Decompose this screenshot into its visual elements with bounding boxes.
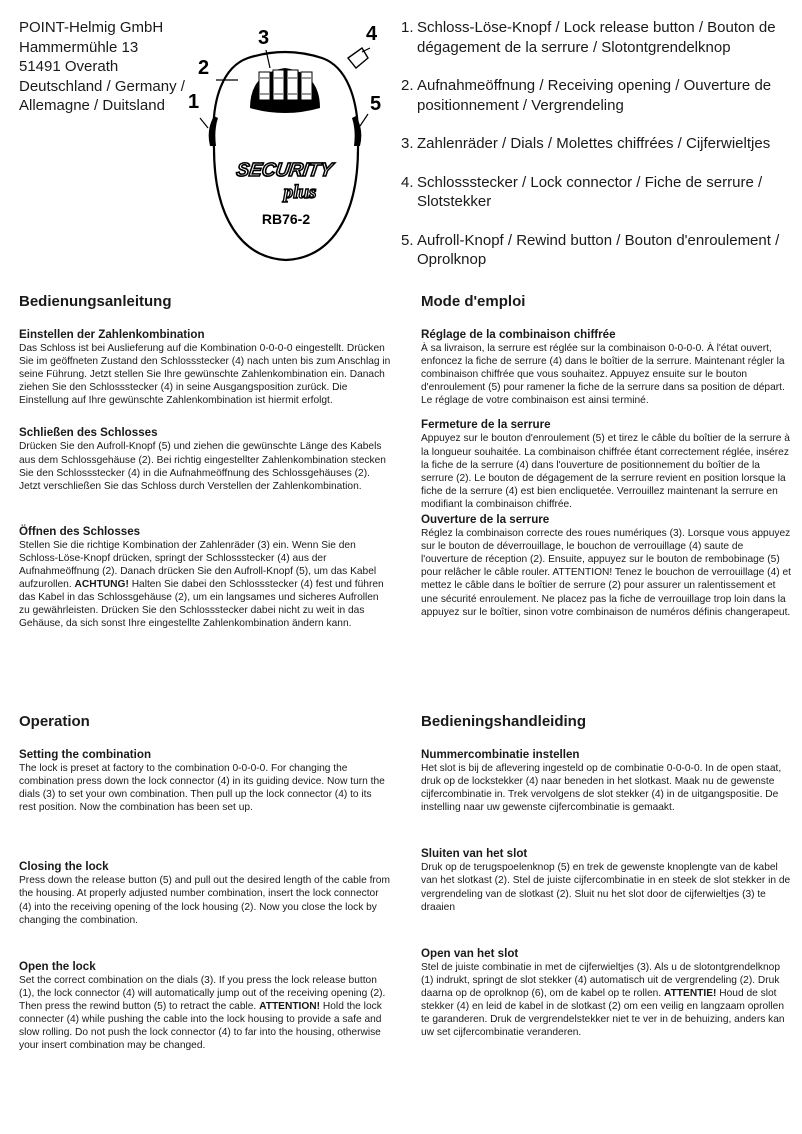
legend-item xyxy=(401,18,793,57)
german-setting-title: Einstellen der Zahlenkombination xyxy=(19,328,205,341)
dutch-opening-text-b: Houd de slot stekker (4) en leid de kabel in de slotkast (2) om een veilig en langzaam oprollen te garanderen. Druk de vergrendelstekker niet te ver in de behuizing, anders kan uw set cijfercombinatie veranderen. xyxy=(421,987,785,1039)
legend-text: Aufnahmeöffnung / Receiving opening / Ouverture de positionnement / Vergrendeling xyxy=(417,77,772,114)
german-section xyxy=(19,292,391,631)
dutch-attention: ATTENTIE! xyxy=(663,987,717,999)
english-closing-title: Closing the lock xyxy=(19,860,109,874)
legend-text: Schloss-Löse-Knopf / Lock release button / Bouton de dégagement de la serrure / Slotontgrendelknop xyxy=(417,19,776,56)
country-line-1: Deutschland / Germany / xyxy=(19,77,185,95)
french-closing-title: Fermeture de la serrure xyxy=(421,418,551,432)
dutch-opening-text-a: Stel de juiste combinatie in met de cijferwieltjes (3). Als u de slotontgrendelknop (1) indrukt, springt de slot stekker (4) automatisch uit de vergrendeling (2). Druk daarna op de oprolknop (6), om de kabel op te rollen. xyxy=(421,961,781,999)
lock-diagram xyxy=(180,18,390,280)
german-closing-title: Schließen des Schlosses xyxy=(19,426,158,440)
german-closing-text: Drücken Sie den Aufroll-Knopf (5) und ziehen die gewünschte Länge des Kabels aus dem Schlossgehäuse (2). Bei richtig eingestellter Zahlenkombination stecken Sie den Schlossstecker (4) in die Aufnahmeöffnung des Schlossgehäuses (2). Jetzt verschließen Sie das Schloss durch Verstellen der Zahlenkombination. xyxy=(19,441,386,492)
legend-text: Aufroll-Knopf / Rewind button / Bouton d'enroulement / Oprolknop xyxy=(417,231,780,268)
legend-item xyxy=(401,231,793,270)
legend-text: Schlossstecker / Lock connector / Fiche de serrure / Slotstekker xyxy=(417,173,763,210)
dial-1 xyxy=(259,72,270,100)
dial-3 xyxy=(287,70,298,100)
dutch-closing-title: Sluiten van het slot xyxy=(421,847,528,861)
english-opening-text xyxy=(19,974,391,1053)
legend-number: 1. xyxy=(401,19,414,36)
german-opening-text-a: Stellen Sie die richtige Kombination der Zahlenräder (3) ein. Wenn Sie den Schloss-Löse-Knopf drücken, springt der Schlossstecker (4) aus der Aufnahmeöffnung (2). Danach drücken Sie den Aufroll-Knopf (5), um das Kabel aufzurollen. xyxy=(19,539,377,591)
legend-item xyxy=(401,134,793,154)
company-name: POINT-Helmig GmbH xyxy=(19,19,164,36)
dutch-setting-title: Nummercombinatie instellen xyxy=(421,748,580,761)
legend-number: 3. xyxy=(401,135,414,152)
dutch-opening-title: Open van het slot xyxy=(421,946,519,960)
english-closing-text: Press down the release button (5) and pull out the desired length of the cable from the housing. At properly adjusted number combination, insert the lock connector (4) into the receiving opening of the lock housing (2). Now you close the lock by changing the combination. xyxy=(19,875,390,926)
callout-3: 3 xyxy=(258,27,270,49)
country-line-2: Allemagne / Duitsland xyxy=(19,97,165,114)
english-setting-text: The lock is preset at factory to the combination 0-0-0-0. For changing the combination press down the lock connector (4) in its guiding device. Now turn the dials (3) to set your own combination. Then pull up the lock connector (4) to its rest position. Now the combination has been set up. xyxy=(19,763,385,814)
city: 51491 Overath xyxy=(19,58,119,75)
model-number: RB76-2 xyxy=(261,211,311,227)
dutch-title: Bedieningshandleiding xyxy=(421,713,587,730)
callout-4: 4 xyxy=(366,23,378,45)
callout-2: 2 xyxy=(198,57,210,79)
dial-4 xyxy=(301,72,312,100)
dutch-section xyxy=(421,712,793,1039)
lock-illustration xyxy=(180,18,390,280)
english-opening-text-a: Set the correct combination on the dials (3). If you press the lock release button (1), the lock connector (4) will automatically jump out of the receiving opening (2). Then press the rewind button (5) to retract the cable. xyxy=(19,974,386,1012)
english-opening-title: Open the lock xyxy=(19,959,96,973)
english-attention: ATTENTION! xyxy=(259,1000,321,1012)
dutch-setting-text: Het slot is bij de aflevering ingesteld op de combinatie 0-0-0-0. In de open staat, druk op de lockstekker (4) naar beneden in het slotkast. Maak nu de gewenste cijfercombinatie in. Trek vervolgens de slot stekker (4) in de uitgangspositie. De instelling naar uw gewenste cijfercombinatie is gemaakt. xyxy=(421,763,782,814)
german-opening-title: Öffnen des Schlosses xyxy=(19,524,141,538)
german-title: Bedienungsanleitung xyxy=(19,293,172,310)
french-opening-title: Ouverture de la serrure xyxy=(421,513,550,527)
english-section xyxy=(19,712,391,1052)
german-setting-text: Das Schloss ist bei Auslieferung auf die Kombination 0-0-0-0 eingestellt. Drücken Sie im geöffneten Zustand den Schlossstecker (4) nach unten bis zum Anschlag in seine Führung. Jetzt stellen Sie Ihre gewünschte Zahlenkombination ein. Danach ziehen Sie den Schlossstecker (4) in seine Ausgangsposition zurück. Die Einstellung auf Ihre gewünschte Zahlenkombination ist hiermit erfolgt. xyxy=(19,343,391,407)
legend-text: Zahlenräder / Dials / Molettes chiffrées / Cijferwieltjes xyxy=(417,135,771,152)
french-setting-title: Réglage de la combinaison chiffrée xyxy=(421,328,616,341)
legend-item xyxy=(401,76,793,115)
legend-item xyxy=(401,173,793,212)
street: Hammermühle 13 xyxy=(19,38,139,56)
german-opening-text xyxy=(19,539,391,631)
french-closing-text: Appuyez sur le bouton d'enroulement (5) et tirez le câble du boîtier de la serrure à la longueur souhaitée. La combinaison chiffrée étant correctement réglée, insérez la fiche de la serrure (4) dans l'ouverture de positionnement du boîtier de la serrure (2). Le bouton de dégagement de la serrure revient en position lorsque la fiche de la serrure (4) est bien encliquetée. Verrouillez maintenant la serrure en modifiant la combinaison chiffrée. xyxy=(421,433,790,510)
callout-5: 5 xyxy=(370,93,382,115)
legend-number: 4. xyxy=(401,173,414,191)
manufacturer-address xyxy=(19,18,185,116)
german-opening-text-b: Halten Sie dabei den Schlossstecker (4) fest und führen das Kabel in das Schlossgehäuse (2), um ein langsames und sicheres Aufrollen zu gewährleisten. Drücken Sie den Schlossstecker dabei nicht zu weit in das Gehäuse, da sich sonst Ihre eingestellte Zahlenkombination ändern kann. xyxy=(19,579,384,630)
brand-logo-bottom: plus xyxy=(283,182,317,203)
dutch-opening-text xyxy=(421,961,793,1040)
english-opening-text-b: Hold the lock connecter (4) while pushing the cable into the lock housing to provide a safe and slow rolling. Do not push the lock connector (4) to far into the housing, otherwise your insert combination may be changed. xyxy=(19,1000,382,1052)
german-attention: ACHTUNG! xyxy=(74,579,129,591)
callout-1: 1 xyxy=(188,91,200,113)
dial-2 xyxy=(273,70,284,100)
english-setting-title: Setting the combination xyxy=(19,748,152,761)
dutch-closing-text: Druk op de terugspoelenknop (5) en trek de gewenste knoplengte van de kabel van het slotkast (2). Stel de juiste cijfercombinatie in en steek de slot stekker in de vergrendeling van de slotkast (2). Sluit nu het slot door de cijferwieltjes (3) te draaien xyxy=(421,862,791,913)
french-title: Mode d'emploi xyxy=(421,293,526,310)
french-section xyxy=(421,292,793,619)
legend-number: 2. xyxy=(401,77,414,94)
legend-number: 5. xyxy=(401,231,414,249)
parts-legend xyxy=(401,18,793,289)
english-title: Operation xyxy=(19,713,90,730)
french-opening-text: Réglez la combinaison correcte des roues numériques (3). Lorsque vous appuyez sur le bouton de déverrouillage, le bouchon de verrouillage (4) saute de l'ouverture de réception (2). Ensuite, appuyez sur le bouton de rembobinage (5) pour relâcher le câble rouler. ATTENTION! Tenez le bouchon de verrouillage (4) et mettez le câble dans le boîtier de serrure (2) pour assurer un ralentissement et une sécurité enroulement. Ne placez pas la fiche de verrouillage trop loin dans la appuyez sur le boîtier, sinon votre combinaison de numéros définis changerapeut. xyxy=(421,528,791,618)
brand-logo-top: SECURITY xyxy=(235,160,335,181)
french-setting-text: À sa livraison, la serrure est réglée sur la combinaison 0-0-0-0. À l'état ouvert, enfoncez la fiche de serrure (4) dans le boîtier de la serrure. Maintenant régler la combinaison chiffrée que vous souhaitez. Appuyez ensuite sur le bouton d'enroulement (5) pour ramener la fiche de la serrure dans sa position de départ. Le réglage de votre combinaison est ainsi terminé. xyxy=(421,343,785,407)
